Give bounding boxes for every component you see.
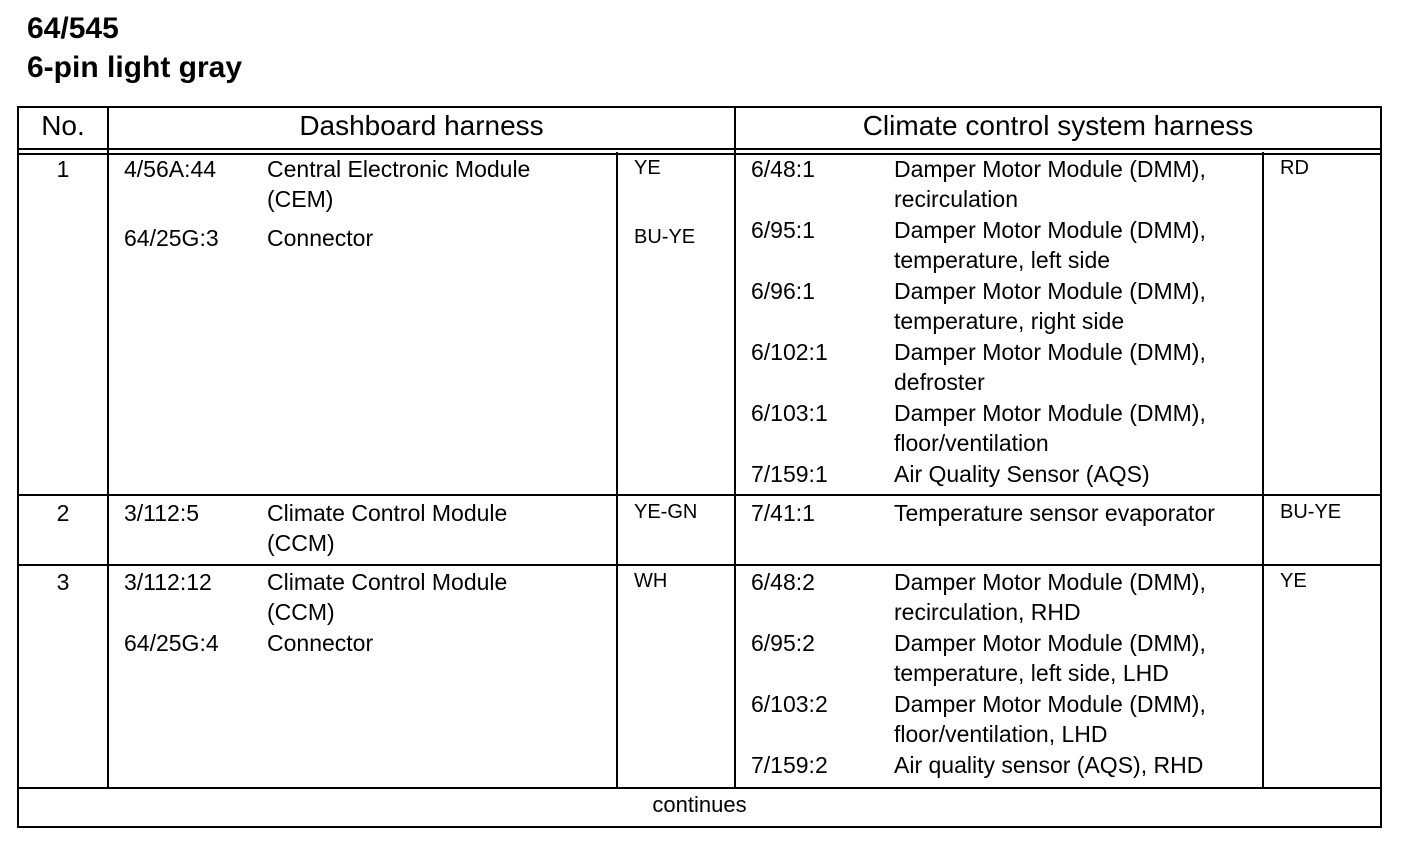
column-divider [107,106,109,788]
header-dashboard: Dashboard harness [299,110,544,141]
continues-note: continues [652,792,747,817]
climate-component: Temperature sensor evaporator [894,500,1215,526]
row-number: 3 [56,569,70,595]
connector-description: 6-pin light gray [27,51,243,84]
climate-component: temperature, left side [894,247,1111,273]
climate-component: Damper Motor Module (DMM), [894,156,1206,182]
climate-pin: 7/159:2 [751,752,828,778]
dashboard-component: Climate Control Module [267,500,508,526]
header-divider [17,148,1382,150]
climate-component: Damper Motor Module (DMM), [894,630,1206,656]
dashboard-component: Climate Control Module [267,569,508,595]
wire-color: YE [1280,570,1307,592]
row-number: 1 [56,156,70,182]
climate-pin: 6/95:1 [751,217,815,243]
dashboard-component: Connector [267,630,374,656]
climate-component: recirculation [894,186,1018,212]
wire-color: WH [634,570,668,592]
climate-pin: 7/41:1 [751,500,815,526]
climate-component: Damper Motor Module (DMM), [894,400,1206,426]
climate-component: floor/ventilation [894,430,1049,456]
climate-component: floor/ventilation, LHD [894,721,1108,747]
climate-component: Damper Motor Module (DMM), [894,217,1206,243]
climate-pin: 6/48:1 [751,156,815,182]
wire-color: RD [1280,157,1309,179]
climate-component: Air quality sensor (AQS), RHD [894,752,1204,778]
climate-pin: 6/102:1 [751,339,828,365]
climate-component: temperature, right side [894,308,1125,334]
climate-pin: 6/95:2 [751,630,815,656]
dashboard-component: (CEM) [267,186,334,212]
dashboard-component: Central Electronic Module [267,156,531,182]
wire-color: YE-GN [634,501,698,523]
climate-pin: 6/96:1 [751,278,815,304]
climate-component: Air Quality Sensor (AQS) [894,461,1150,487]
header-no: No. [41,110,85,141]
climate-component: defroster [894,369,985,395]
column-divider [1262,152,1264,788]
climate-pin: 6/48:2 [751,569,815,595]
dashboard-component: (CCM) [267,599,335,625]
climate-component: Damper Motor Module (DMM), [894,569,1206,595]
climate-component: Damper Motor Module (DMM), [894,339,1206,365]
climate-pin: 6/103:1 [751,400,828,426]
column-divider [616,152,618,788]
climate-pin: 7/159:1 [751,461,828,487]
row-number: 2 [56,500,70,526]
dashboard-pin: 64/25G:4 [124,630,219,656]
wire-color: BU-YE [634,226,696,248]
wire-color: BU-YE [1280,501,1342,523]
row-divider [17,564,1382,566]
dashboard-pin: 3/112:5 [124,500,200,526]
header-climate: Climate control system harness [862,110,1254,141]
dashboard-pin: 3/112:12 [124,569,212,595]
dashboard-pin: 4/56A:44 [124,156,217,182]
climate-component: Damper Motor Module (DMM), [894,691,1206,717]
climate-component: recirculation, RHD [894,599,1081,625]
dashboard-component: (CCM) [267,530,335,556]
connector-id: 64/545 [27,12,119,45]
column-divider [734,106,736,788]
row-divider [17,494,1382,496]
dashboard-pin: 64/25G:3 [124,225,219,251]
climate-pin: 6/103:2 [751,691,828,717]
climate-component: temperature, left side, LHD [894,660,1169,686]
wire-color: YE [634,157,661,179]
row-divider [17,787,1382,789]
climate-component: Damper Motor Module (DMM), [894,278,1206,304]
dashboard-component: Connector [267,225,374,251]
